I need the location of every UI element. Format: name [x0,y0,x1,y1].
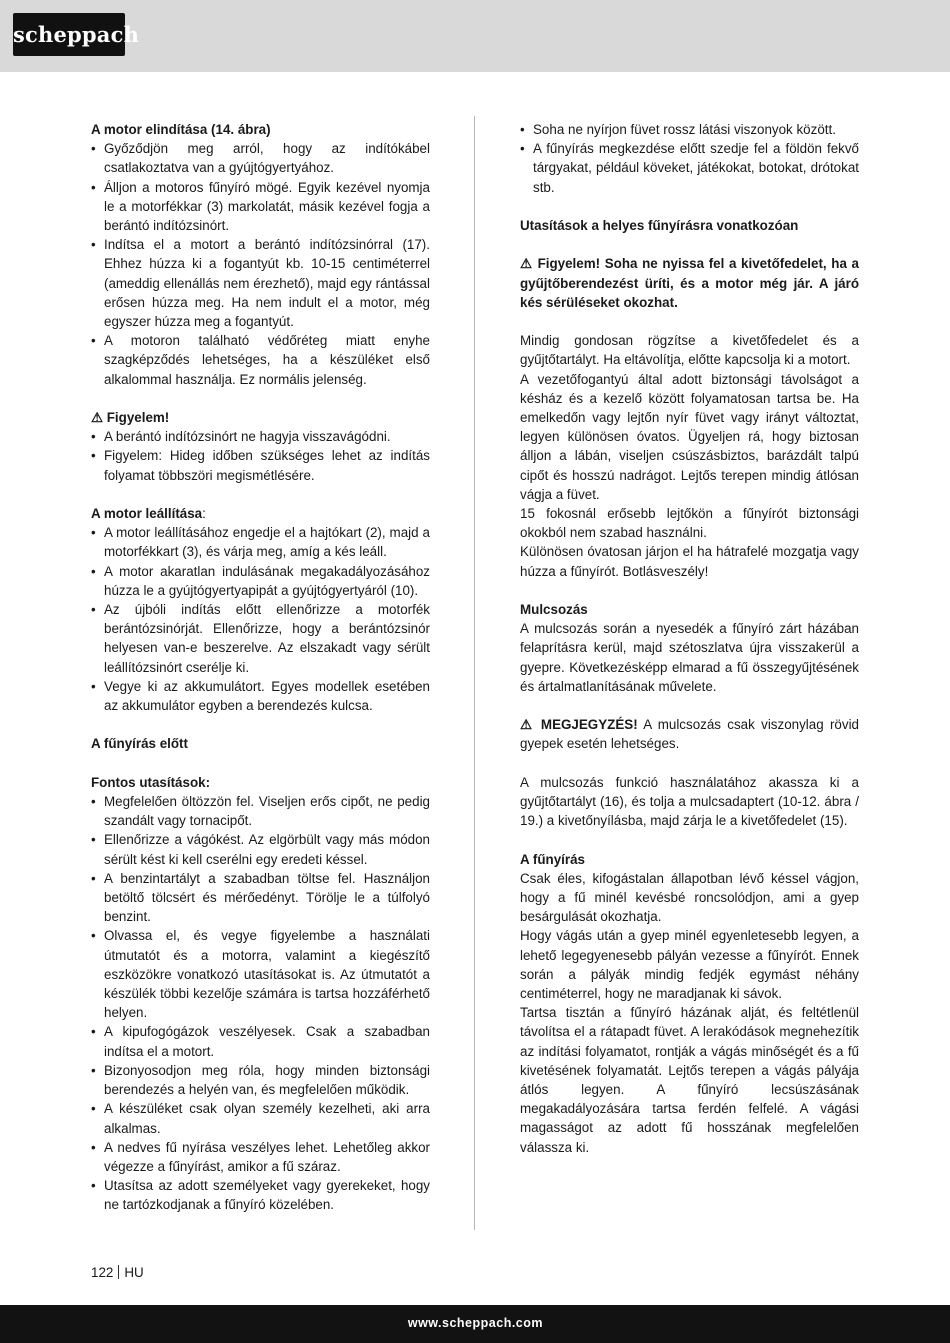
list-item: • Az újbóli indítás előtt ellenőrizze a motorfék berántózsinórját. Ellenőrizze, hogy a berántózsinór helyesen van-e beszerelve. Az elszakadt vagy sérült leállítózsinórt cserélje ki. [91,600,430,677]
column-divider [474,116,475,1230]
paragraph: Mindig gondosan rögzítse a kivetőfedelet és a gyűjtőtartályt. Ha eltávolítja, előtte kapcsolja ki a motort. [520,333,859,368]
list-item: • A fűnyírás megkezdése előtt szedje fel a földön fekvő tárgyakat, például köveket, játékokat, botokat, drótokat stb. [520,139,859,197]
list-item: • Olvassa el, és vegye figyelembe a használati útmutatót és a motorra, valamint a kiegészítő eszközökre vonatkozó utasításokat is. Az útmutatót a készülék többi kezelője számára is tartsa hozzáférhető helyen. [91,926,430,1022]
list-item: • A benzintartályt a szabadban töltse fel. Használjon betöltő tölcsért és mérőedényt. Törölje le a túlfolyó benzint. [91,869,430,927]
list-item: • Álljon a motoros fűnyíró mögé. Egyik kezével nyomja le a motorfékkar (3) markolatát, másik kezével fogja a berántó indítózsinórt. [91,178,430,236]
footer-bar [0,1305,950,1343]
list-item: • Bizonyosodjon meg róla, hogy minden biztonsági berendezés a helyén van, és megfelelően működik. [91,1061,430,1099]
list-item: • A motoron található védőréteg miatt enyhe szagképződés lehetséges, ha a készüléket első alkalommal használja. Ez normális jelenség. [91,331,430,389]
website-link[interactable]: www.scheppach.com [407,1316,543,1330]
list-item: • A motor akaratlan indulásának megakadályozásához húzza le a gyújtógyertyapipát a gyújtógyertyáról (10). [91,562,430,600]
warning-heading [91,408,430,427]
section-title-correct-mowing: Utasítások a helyes fűnyírásra vonatkozóan [520,218,799,233]
section-title-motor-stop [91,504,430,523]
note-label: MEGJEGYZÉS! [540,717,638,733]
list-item: • A berántó indítózsinórt ne hagyja visszavágódni. [91,427,430,446]
warning-text: Figyelem! Soha ne nyissa fel a kivetőfedelet, ha a gyűjtőberendezést üríti, és a motor még jár. A járó kés sérüléseket okozhat. [520,256,859,310]
section-title-motor-start: A motor elindítása (14. ábra) [91,122,271,137]
header-bar [0,0,950,72]
paragraph: Tartsa tisztán a fűnyíró házának alját, és feltétlenül távolítsa el a rátapadt füvet. A lerakódások megnehezítik az indítási folyamatot, rontják a vágás minőségét és a fű kivetésének folyamatát. Lejtős terepen a vágás pályája átlós legyen. A fűnyíró lecsúszásának megakadályozására tartsa ferdén felfelé. A vágási magasságot az adott fű hosszának megfelelően válassza ki. [520,1005,859,1155]
right-column [520,120,859,1157]
title-colon: : [202,506,206,522]
list-item: • Győződjön meg arról, hogy az indítókábel csatlakoztatva van a gyújtógyertyához. [91,139,430,177]
list-item: • A készüléket csak olyan személy kezelheti, aki arra alkalmas. [91,1099,430,1137]
section-title-important: Fontos utasítások: [91,774,211,790]
warning-title: Figyelem! [106,410,170,426]
list-item: • Soha ne nyírjon füvet rossz látási viszonyok között. [520,120,859,139]
warning-list [91,427,430,485]
motor-start-list [91,139,430,389]
language-code: HU [124,1265,144,1280]
list-item: • Vegye ki az akkumulátort. Egyes modellek esetében az akkumulátor egyben a berendezés kulcsa. [91,677,430,715]
paragraph: Hogy vágás után a gyep minél egyenletesebb legyen, a lehető legegyenesebb pályán vezesse a fűnyírót. Ennek során a pályák mindig fedjék egymást néhány centiméterrel, hogy ne maradjanak ki sávok. [520,928,859,1002]
important-list [91,792,430,1214]
paragraph: Csak éles, kifogástalan állapotban lévő késsel vágjon, hogy a fű minél kevésbé roncsolódjon, ami a gyep besárgulását okozhatja. [520,870,859,925]
note-paragraph [520,715,859,753]
brand-logo: scheppach [13,13,125,56]
section-title-mulching: Mulcsozás [520,602,588,618]
paragraph: Különösen óvatosan járjon el ha hátrafelé mozgatja vagy húzza a fűnyírót. Botlásveszély! [520,544,859,579]
note-text: A mulcsozás csak viszonylag rövid gyepek esetén lehetséges. [520,717,859,752]
list-item: • Utasítsa az adott személyeket vagy gyerekeket, hogy ne tartózkodjanak a fűnyíró közelében. [91,1176,430,1214]
visibility-list [520,120,859,197]
list-item: • Indítsa el a motort a berántó indítózsinórral (17). Ehhez húzza ki a fogantyút kb. 10-15 centiméterrel (ameddig ellenállás nem érezhető), majd egy rántással erősen húzza meg. Ha nem indult el a motor, még egyszer húzza meg a fogantyút. [91,235,430,331]
page-separator [118,1265,119,1279]
list-item: • Megfelelően öltözzön fel. Viseljen erős cipőt, ne pedig szandált vagy tornacipőt. [91,792,430,830]
page-number-value: 122 [91,1265,114,1280]
list-item: • Figyelem: Hideg időben szükséges lehet az indítás folyamat többszöri megismétlésére. [91,446,430,484]
section-title-text: A motor leállítása [91,506,203,522]
paragraph: A mulcsozás funkció használatához akassza ki a gyűjtőtartályt (16), és tolja a mulcsadaptert (10-12. ábra / 19.) a kivetőnyílásba, majd zárja le a kivetőfedelet (15). [520,774,859,829]
paragraph: A mulcsozás során a nyesedék a fűnyíró zárt házában felaprításra kerül, majd szétoszlatva újra visszakerül a gyepre. Következésképp elmarad a fű összegyűjtésének és ártalmatlanításának művelete. [520,621,859,694]
motor-stop-list [91,523,430,715]
page-number [91,1265,144,1280]
warning-paragraph [520,254,859,312]
paragraph: A vezetőfogantyú által adott biztonsági távolságot a késház és a kezelő között folyamatosan tartsa be. Ha emelkedőn vagy lejtőn nyír füvet vagy irányt változtat, legyen különösen óvatos. Ügyeljen rá, hogy biztosan álljon a lábán, viseljen csúszásbiztos, barázdált talpú cipőt és hosszú nadrágot. Lejtős terepen mindig átlósan vágja a füvet. [520,371,859,502]
section-title-before-mowing: A fűnyírás előtt [91,736,188,752]
note-icon: ⚠ [520,717,535,733]
section-title-mowing: A fűnyírás [520,851,585,867]
warning-icon: ⚠ [91,410,104,426]
left-column [91,120,430,1215]
list-item: • A kipufogógázok veszélyesek. Csak a szabadban indítsa el a motort. [91,1022,430,1060]
list-item: • A motor leállításához engedje el a hajtókart (2), majd a motorfékkart (3), és várja meg, amíg a kés leáll. [91,523,430,561]
paragraph: 15 fokosnál erősebb lejtőkön a fűnyírót biztonsági okokból nem szabad használni. [520,506,859,541]
list-item: • Ellenőrizze a vágókést. Az elgörbült vagy más módon sérült kést ki kell cserélni egy eredeti késsel. [91,830,430,868]
warning-icon: ⚠ [520,256,533,272]
list-item: • A nedves fű nyírása veszélyes lehet. Lehetőleg akkor végezze a fűnyírást, amikor a fű száraz. [91,1138,430,1176]
